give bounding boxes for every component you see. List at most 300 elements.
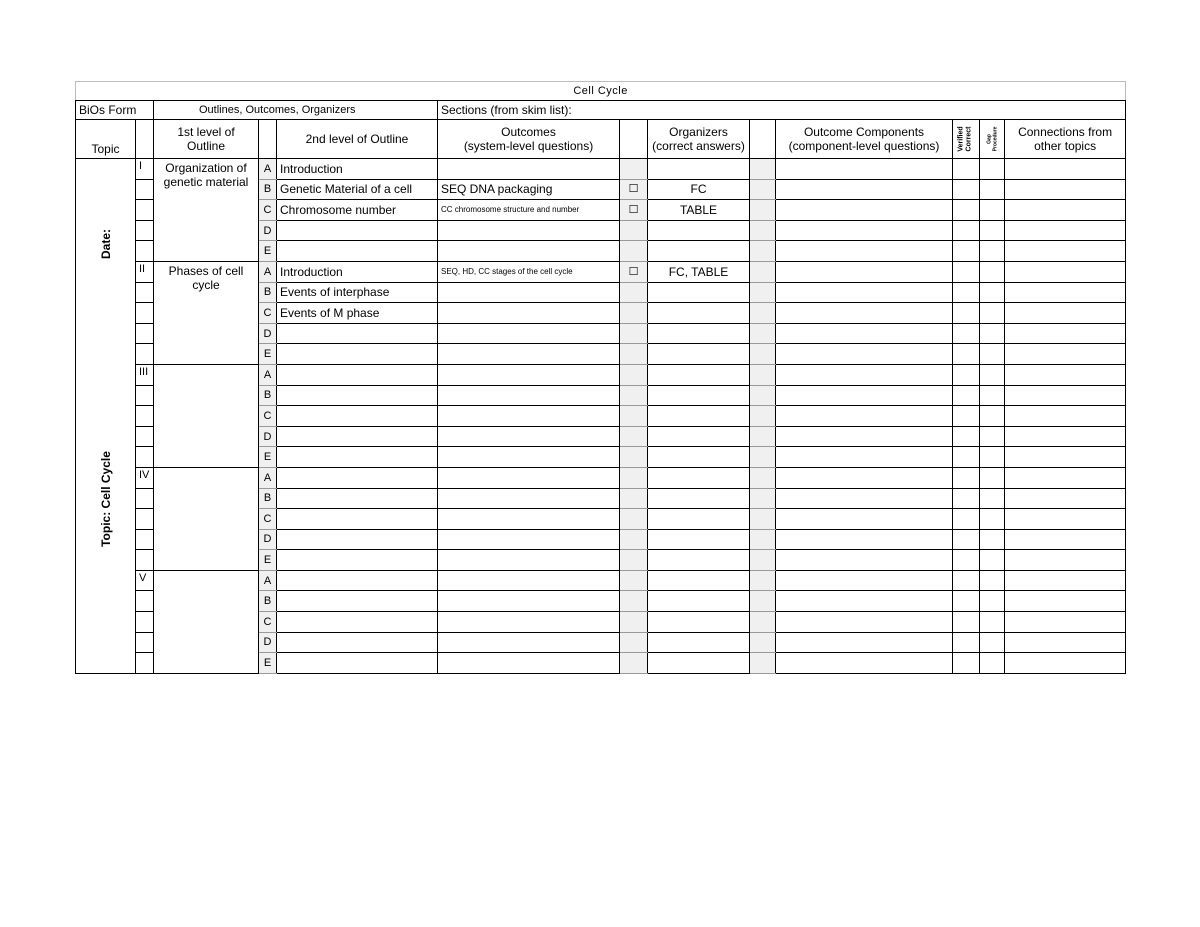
level2-outline[interactable] <box>277 406 438 427</box>
blank-cell <box>750 591 776 612</box>
connections-cell[interactable] <box>1005 323 1126 344</box>
outcome-checkbox[interactable] <box>620 591 648 612</box>
outcome-cell[interactable] <box>438 220 620 241</box>
blank-cell <box>750 529 776 550</box>
outcome-checkbox[interactable] <box>620 344 648 365</box>
outcome-cell[interactable] <box>438 303 620 324</box>
gap-procedure-cell[interactable] <box>980 653 1005 674</box>
blank-cell <box>750 385 776 406</box>
verified-correct-cell[interactable] <box>953 426 980 447</box>
outcome-components-cell[interactable] <box>776 303 953 324</box>
connections-cell[interactable] <box>1005 653 1126 674</box>
outcome-cell[interactable] <box>438 364 620 385</box>
bios-form-table <box>75 81 1126 674</box>
header-verified-correct: Verified Correct <box>953 120 980 159</box>
organizer-cell[interactable]: FC, TABLE <box>648 261 750 282</box>
outline-letter: C <box>259 406 277 427</box>
verified-correct-cell[interactable] <box>953 179 980 200</box>
gap-procedure-cell[interactable] <box>980 529 1005 550</box>
outline-row <box>76 570 1126 591</box>
gap-procedure-cell[interactable] <box>980 159 1005 180</box>
outline-letter: D <box>259 632 277 653</box>
blank-cell <box>750 220 776 241</box>
verified-correct-cell[interactable] <box>953 344 980 365</box>
verified-correct-cell[interactable] <box>953 488 980 509</box>
verified-correct-cell[interactable] <box>953 591 980 612</box>
gap-procedure-cell[interactable] <box>980 488 1005 509</box>
verified-correct-cell[interactable] <box>953 261 980 282</box>
outcome-checkbox[interactable] <box>620 282 648 303</box>
gap-procedure-cell[interactable] <box>980 550 1005 571</box>
checkbox-icon[interactable]: ☐ <box>628 183 639 196</box>
blank-cell <box>750 179 776 200</box>
outcome-cell[interactable] <box>438 159 620 180</box>
outcome-cell[interactable] <box>438 488 620 509</box>
outline-letter: D <box>259 220 277 241</box>
outcome-components-cell[interactable] <box>776 509 953 530</box>
header-outcomes: Outcomes (system-level questions) <box>438 120 620 159</box>
connections-cell[interactable] <box>1005 467 1126 488</box>
section-numeral-cell <box>136 323 154 344</box>
blank-cell <box>750 303 776 324</box>
verified-correct-cell[interactable] <box>953 282 980 303</box>
gap-procedure-cell[interactable] <box>980 364 1005 385</box>
outcome-checkbox[interactable] <box>620 612 648 633</box>
gap-procedure-cell[interactable] <box>980 323 1005 344</box>
outline-letter: D <box>259 323 277 344</box>
outline-letter: E <box>259 653 277 674</box>
blank-cell <box>750 344 776 365</box>
outline-letter: C <box>259 509 277 530</box>
outline-letter: D <box>259 426 277 447</box>
outcome-components-cell[interactable] <box>776 241 953 262</box>
organizer-cell[interactable] <box>648 653 750 674</box>
outcome-checkbox[interactable] <box>620 550 648 571</box>
outcome-cell[interactable] <box>438 241 620 262</box>
outcome-cell[interactable] <box>438 612 620 633</box>
outcome-checkbox[interactable] <box>620 220 648 241</box>
outline-row <box>76 261 1126 282</box>
section-numeral-cell <box>136 509 154 530</box>
section-numeral: V <box>136 570 154 591</box>
outcome-cell[interactable] <box>438 344 620 365</box>
outcome-cell[interactable] <box>438 282 620 303</box>
blank-cell <box>750 159 776 180</box>
header-numeral-col <box>136 120 154 159</box>
outcome-components-cell[interactable] <box>776 529 953 550</box>
verified-correct-cell[interactable] <box>953 570 980 591</box>
level2-outline[interactable] <box>277 529 438 550</box>
organizer-cell[interactable] <box>648 426 750 447</box>
header-topic: Topic <box>76 120 136 159</box>
outcome-checkbox[interactable] <box>620 261 648 282</box>
organizer-cell[interactable] <box>648 591 750 612</box>
outcome-checkbox[interactable] <box>620 303 648 324</box>
organizer-cell[interactable] <box>648 323 750 344</box>
level2-outline[interactable] <box>277 653 438 674</box>
section-numeral-cell <box>136 550 154 571</box>
verified-correct-cell[interactable] <box>953 159 980 180</box>
blank-cell <box>750 509 776 530</box>
verified-correct-cell[interactable] <box>953 220 980 241</box>
gap-procedure-cell[interactable] <box>980 261 1005 282</box>
connections-cell[interactable] <box>1005 179 1126 200</box>
header-level2: 2nd level of Outline <box>277 120 438 159</box>
outline-letter: A <box>259 570 277 591</box>
blank-cell <box>750 447 776 468</box>
level2-outline[interactable] <box>277 344 438 365</box>
gap-procedure-cell[interactable] <box>980 385 1005 406</box>
organizer-cell[interactable]: TABLE <box>648 200 750 221</box>
connections-cell[interactable] <box>1005 159 1126 180</box>
gap-procedure-cell[interactable] <box>980 406 1005 427</box>
level2-outline[interactable] <box>277 220 438 241</box>
verified-correct-cell[interactable] <box>953 323 980 344</box>
bios-form-label: BiOs Form <box>76 101 154 120</box>
outline-letter: A <box>259 261 277 282</box>
connections-cell[interactable] <box>1005 570 1126 591</box>
blank-cell <box>750 632 776 653</box>
section-numeral-cell <box>136 488 154 509</box>
connections-cell[interactable] <box>1005 344 1126 365</box>
connections-cell[interactable] <box>1005 550 1126 571</box>
date-label: Date: <box>98 228 113 260</box>
verified-correct-cell[interactable] <box>953 364 980 385</box>
gap-procedure-cell[interactable] <box>980 591 1005 612</box>
level2-outline[interactable] <box>277 550 438 571</box>
verified-correct-cell[interactable] <box>953 406 980 427</box>
verified-correct-cell[interactable] <box>953 200 980 221</box>
connections-cell[interactable] <box>1005 509 1126 530</box>
level2-outline[interactable] <box>277 509 438 530</box>
blank-cell <box>750 200 776 221</box>
blank-cell <box>750 261 776 282</box>
section-numeral-cell <box>136 653 154 674</box>
section-numeral-cell <box>136 632 154 653</box>
outcome-checkbox[interactable] <box>620 159 648 180</box>
connections-cell[interactable] <box>1005 632 1126 653</box>
verified-correct-cell[interactable] <box>953 612 980 633</box>
outcome-components-cell[interactable] <box>776 344 953 365</box>
level1-outline[interactable] <box>154 570 259 673</box>
section-numeral: II <box>136 261 154 282</box>
outcome-components-cell[interactable] <box>776 653 953 674</box>
gap-procedure-cell[interactable] <box>980 200 1005 221</box>
outline-letter: E <box>259 344 277 365</box>
outcome-cell[interactable]: SEQ DNA packaging <box>438 179 620 200</box>
checkbox-icon[interactable]: ☐ <box>628 265 639 278</box>
outcome-checkbox[interactable] <box>620 426 648 447</box>
connections-cell[interactable] <box>1005 261 1126 282</box>
outcome-checkbox[interactable] <box>620 632 648 653</box>
outcome-checkbox[interactable] <box>620 385 648 406</box>
blank-cell <box>750 323 776 344</box>
gap-procedure-cell[interactable] <box>980 282 1005 303</box>
outcome-components-cell[interactable] <box>776 591 953 612</box>
level1-outline[interactable]: Phases of cell cycle <box>154 261 259 364</box>
blank-cell <box>750 364 776 385</box>
outline-letter: B <box>259 591 277 612</box>
outcome-cell[interactable] <box>438 591 620 612</box>
level2-outline[interactable] <box>277 447 438 468</box>
header-blank-col <box>750 120 776 159</box>
section-numeral-cell <box>136 529 154 550</box>
outcome-checkbox[interactable] <box>620 529 648 550</box>
connections-cell[interactable] <box>1005 612 1126 633</box>
outcome-components-cell[interactable] <box>776 323 953 344</box>
gap-procedure-cell[interactable] <box>980 344 1005 365</box>
level2-outline[interactable]: Chromosome number <box>277 200 438 221</box>
organizer-cell[interactable] <box>648 344 750 365</box>
organizer-cell[interactable] <box>648 303 750 324</box>
organizer-cell[interactable] <box>648 406 750 427</box>
blank-cell <box>750 570 776 591</box>
verified-correct-cell[interactable] <box>953 529 980 550</box>
level2-outline[interactable] <box>277 364 438 385</box>
header-organizers: Organizers (correct answers) <box>648 120 750 159</box>
gap-procedure-cell[interactable] <box>980 447 1005 468</box>
verified-correct-cell[interactable] <box>953 653 980 674</box>
level2-outline[interactable]: Introduction <box>277 261 438 282</box>
outcome-cell[interactable] <box>438 509 620 530</box>
section-numeral-cell <box>136 200 154 221</box>
level2-outline[interactable]: Events of M phase <box>277 303 438 324</box>
outcome-components-cell[interactable] <box>776 426 953 447</box>
organizer-cell[interactable] <box>648 632 750 653</box>
outcome-cell[interactable] <box>438 447 620 468</box>
gap-procedure-cell[interactable] <box>980 220 1005 241</box>
section-numeral: I <box>136 159 154 180</box>
outcome-components-cell[interactable] <box>776 385 953 406</box>
outcome-checkbox[interactable] <box>620 467 648 488</box>
outcome-components-cell[interactable] <box>776 570 953 591</box>
outline-letter: A <box>259 159 277 180</box>
section-numeral: III <box>136 364 154 385</box>
connections-cell[interactable] <box>1005 426 1126 447</box>
outcome-cell[interactable] <box>438 529 620 550</box>
section-numeral-cell <box>136 282 154 303</box>
outcome-checkbox[interactable] <box>620 653 648 674</box>
section-numeral-cell <box>136 344 154 365</box>
gap-procedure-cell[interactable] <box>980 179 1005 200</box>
connections-cell[interactable] <box>1005 591 1126 612</box>
outcome-components-cell[interactable] <box>776 364 953 385</box>
outcome-components-cell[interactable] <box>776 282 953 303</box>
blank-cell <box>750 488 776 509</box>
outcome-cell[interactable] <box>438 632 620 653</box>
verified-correct-cell[interactable] <box>953 550 980 571</box>
outline-letter: A <box>259 364 277 385</box>
organizer-cell[interactable] <box>648 550 750 571</box>
outcome-cell[interactable] <box>438 323 620 344</box>
level2-outline[interactable] <box>277 467 438 488</box>
level2-outline[interactable] <box>277 323 438 344</box>
blank-cell <box>750 612 776 633</box>
organizer-cell[interactable] <box>648 220 750 241</box>
connections-cell[interactable] <box>1005 529 1126 550</box>
blank-cell <box>750 550 776 571</box>
outcome-components-cell[interactable] <box>776 612 953 633</box>
organizer-cell[interactable] <box>648 529 750 550</box>
organizer-cell[interactable] <box>648 488 750 509</box>
organizer-cell[interactable] <box>648 364 750 385</box>
gap-procedure-cell[interactable] <box>980 509 1005 530</box>
outcome-components-cell[interactable] <box>776 550 953 571</box>
blank-cell <box>750 241 776 262</box>
verified-correct-cell[interactable] <box>953 447 980 468</box>
verified-correct-cell[interactable] <box>953 467 980 488</box>
connections-cell[interactable] <box>1005 200 1126 221</box>
outcome-components-cell[interactable] <box>776 220 953 241</box>
outline-row <box>76 364 1126 385</box>
gap-procedure-cell[interactable] <box>980 426 1005 447</box>
outcome-checkbox[interactable] <box>620 364 648 385</box>
outcome-components-cell[interactable] <box>776 488 953 509</box>
blank-cell <box>750 282 776 303</box>
level1-outline[interactable] <box>154 364 259 467</box>
section-numeral-cell <box>136 220 154 241</box>
outline-letter: C <box>259 303 277 324</box>
gap-procedure-cell[interactable] <box>980 570 1005 591</box>
section-numeral-cell <box>136 426 154 447</box>
level1-outline[interactable]: Organization of genetic material <box>154 159 259 262</box>
organizer-cell[interactable] <box>648 570 750 591</box>
topic-label: Topic: Cell Cycle <box>98 451 113 547</box>
verified-correct-cell[interactable] <box>953 303 980 324</box>
organizer-cell[interactable]: FC <box>648 179 750 200</box>
section-numeral-cell <box>136 612 154 633</box>
section-numeral-cell <box>136 303 154 324</box>
verified-correct-cell[interactable] <box>953 385 980 406</box>
verified-correct-cell[interactable] <box>953 632 980 653</box>
level2-outline[interactable] <box>277 426 438 447</box>
verified-correct-cell[interactable] <box>953 509 980 530</box>
outline-letter: E <box>259 447 277 468</box>
organizer-cell[interactable] <box>648 385 750 406</box>
gap-procedure-cell[interactable] <box>980 241 1005 262</box>
gap-procedure-cell[interactable] <box>980 467 1005 488</box>
outcome-cell[interactable] <box>438 385 620 406</box>
outcome-components-cell[interactable] <box>776 406 953 427</box>
section-numeral-cell <box>136 179 154 200</box>
outline-row <box>76 467 1126 488</box>
level2-outline[interactable] <box>277 241 438 262</box>
level2-outline[interactable] <box>277 570 438 591</box>
level2-outline[interactable] <box>277 591 438 612</box>
blank-cell <box>750 406 776 427</box>
organizer-cell[interactable] <box>648 509 750 530</box>
bios-form-sheet <box>75 81 1125 674</box>
gap-procedure-cell[interactable] <box>980 632 1005 653</box>
section-numeral-cell <box>136 406 154 427</box>
outcome-cell[interactable] <box>438 426 620 447</box>
section-numeral-cell <box>136 385 154 406</box>
connections-cell[interactable] <box>1005 364 1126 385</box>
level2-outline[interactable] <box>277 488 438 509</box>
section-numeral: IV <box>136 467 154 488</box>
organizer-cell[interactable] <box>648 241 750 262</box>
outcome-components-cell[interactable] <box>776 261 953 282</box>
outline-letter: D <box>259 529 277 550</box>
checkbox-icon[interactable]: ☐ <box>628 203 639 216</box>
level2-outline[interactable]: Events of interphase <box>277 282 438 303</box>
outcome-components-cell[interactable] <box>776 159 953 180</box>
gap-procedure-cell[interactable] <box>980 612 1005 633</box>
sheet-title: Cell Cycle <box>76 82 1126 101</box>
level2-outline[interactable]: Genetic Material of a cell <box>277 179 438 200</box>
outcome-cell[interactable] <box>438 467 620 488</box>
outcome-cell[interactable] <box>438 653 620 674</box>
outcome-checkbox[interactable] <box>620 200 648 221</box>
outcome-cell[interactable] <box>438 406 620 427</box>
connections-cell[interactable] <box>1005 385 1126 406</box>
outline-letter: C <box>259 200 277 221</box>
outline-letter: B <box>259 282 277 303</box>
blank-cell <box>750 653 776 674</box>
verified-correct-cell[interactable] <box>953 241 980 262</box>
outcome-checkbox[interactable] <box>620 488 648 509</box>
level2-outline[interactable]: Introduction <box>277 159 438 180</box>
outcome-components-cell[interactable] <box>776 179 953 200</box>
outcome-components-cell[interactable] <box>776 200 953 221</box>
outline-letter: B <box>259 179 277 200</box>
gap-procedure-cell[interactable] <box>980 303 1005 324</box>
organizer-cell[interactable] <box>648 282 750 303</box>
header-connections: Connections from other topics <box>1005 120 1126 159</box>
level2-outline[interactable] <box>277 385 438 406</box>
outcome-components-cell[interactable] <box>776 467 953 488</box>
connections-cell[interactable] <box>1005 220 1126 241</box>
level1-outline[interactable] <box>154 467 259 570</box>
connections-cell[interactable] <box>1005 241 1126 262</box>
level2-outline[interactable] <box>277 612 438 633</box>
organizer-cell[interactable] <box>648 159 750 180</box>
outcome-checkbox[interactable] <box>620 179 648 200</box>
outcome-checkbox[interactable] <box>620 570 648 591</box>
outcome-checkbox[interactable] <box>620 509 648 530</box>
connections-cell[interactable] <box>1005 303 1126 324</box>
outcome-cell[interactable] <box>438 570 620 591</box>
outcome-cell[interactable] <box>438 550 620 571</box>
level2-outline[interactable] <box>277 632 438 653</box>
section-numeral-cell <box>136 447 154 468</box>
outcome-checkbox[interactable] <box>620 323 648 344</box>
organizer-cell[interactable] <box>648 467 750 488</box>
section-numeral-cell <box>136 241 154 262</box>
connections-cell[interactable] <box>1005 406 1126 427</box>
connections-cell[interactable] <box>1005 282 1126 303</box>
side-label-column <box>76 159 136 674</box>
organizer-cell[interactable] <box>648 447 750 468</box>
organizer-cell[interactable] <box>648 612 750 633</box>
header-letter-col <box>259 120 277 159</box>
blank-cell <box>750 426 776 447</box>
outline-letter: C <box>259 612 277 633</box>
outcome-checkbox[interactable] <box>620 406 648 427</box>
outcome-cell[interactable]: CC chromosome structure and number <box>438 200 620 221</box>
outline-row <box>76 159 1126 180</box>
outcome-cell[interactable]: SEQ, HD, CC stages of the cell cycle <box>438 261 620 282</box>
outline-letter: B <box>259 488 277 509</box>
outcome-checkbox[interactable] <box>620 447 648 468</box>
outlines-label: Outlines, Outcomes, Organizers <box>154 101 438 120</box>
sections-label: Sections (from skim list): <box>438 101 1126 120</box>
outcome-checkbox[interactable] <box>620 241 648 262</box>
outcome-components-cell[interactable] <box>776 447 953 468</box>
connections-cell[interactable] <box>1005 447 1126 468</box>
connections-cell[interactable] <box>1005 488 1126 509</box>
outcome-components-cell[interactable] <box>776 632 953 653</box>
